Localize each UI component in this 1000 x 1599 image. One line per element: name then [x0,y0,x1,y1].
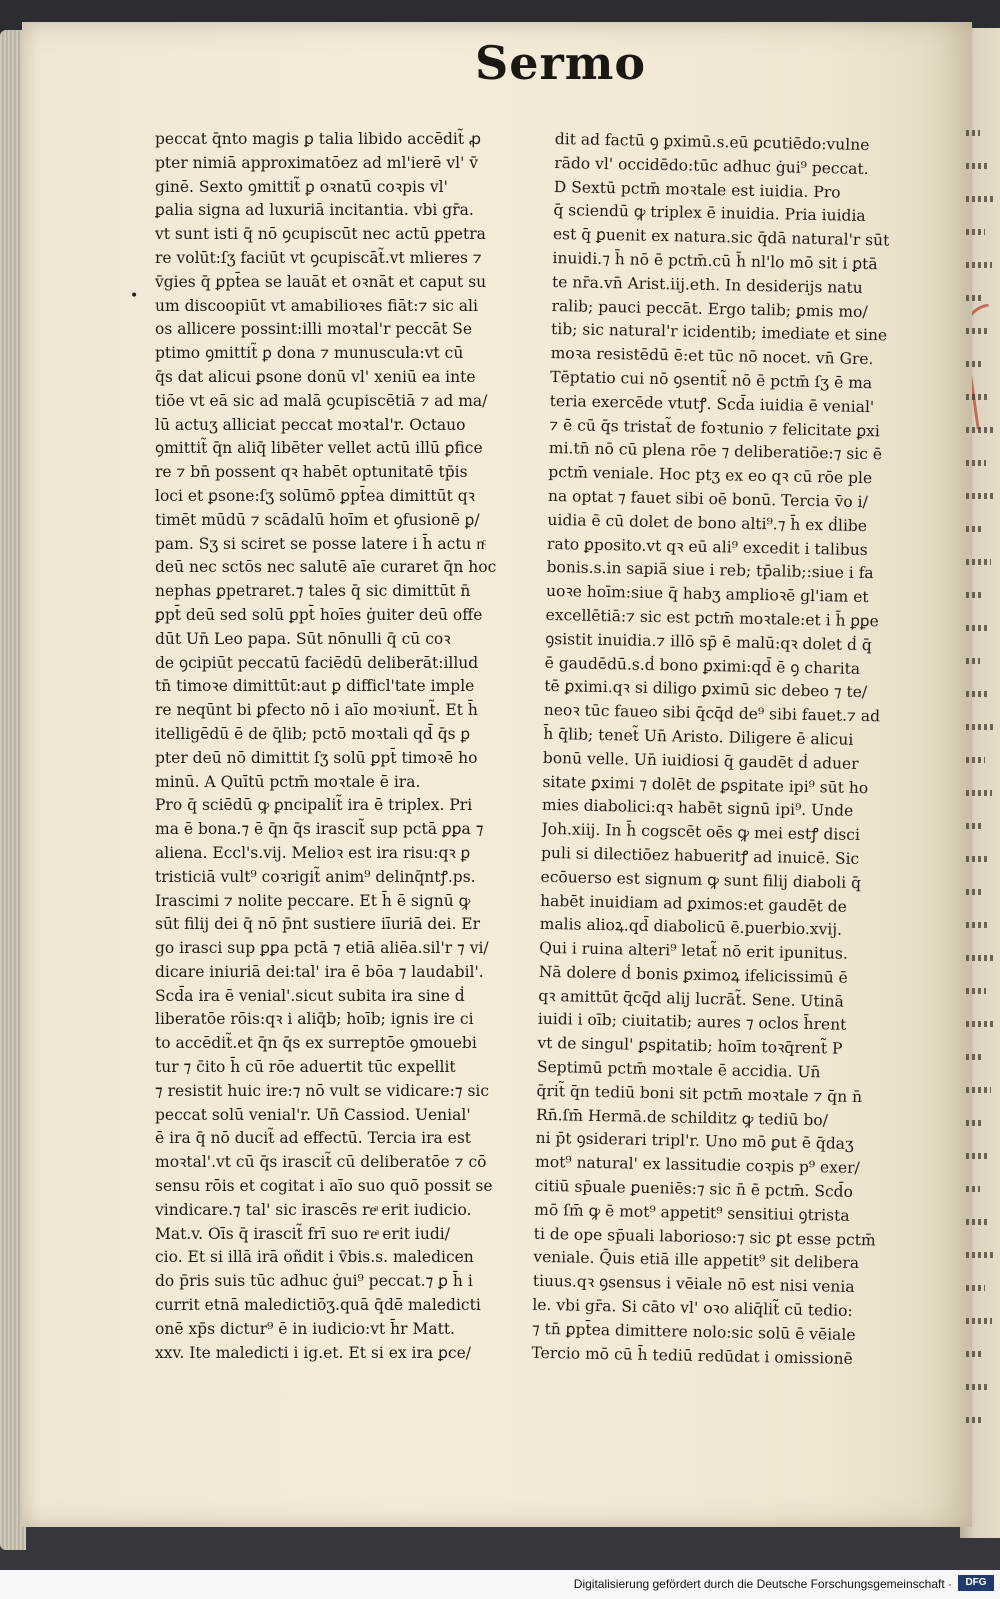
facing-page-text-fragment [966,526,984,532]
text-line: le. vbi gr̄a. Si cāto vl' oꝛo aliq̄lit̃ cū tedio: [532,1295,853,1320]
text-line: tiōe vt eā sic ad malā ꝯcupiscētiā ⁊ ad ma/ [155,391,488,410]
facing-page-text-fragment [966,1417,981,1423]
facing-page-text-fragment [966,691,987,697]
facing-page-text-fragment [966,1120,982,1126]
text-line: qꝛ amittūt q̄cq̄d alij lucrāt̃. Sene. Utinā [538,986,845,1011]
text-line: do p̄ris suis tūc adhuc ġui⁹ peccat.⁊ ꝑ h̄ i [155,1272,473,1291]
text-line: vindicare.⁊ tal' sic irascēs reͣ erit iudicio. [155,1200,472,1219]
right-text-column [531,128,910,1372]
text-line: deū nec sctōs nec salutē aīe curaret q̄n hoc [155,558,497,577]
facing-page-text-fragment [966,988,986,994]
text-line: citiū sp̄uale ꝑueniēs:⁊ sic n̄ ē pctm̄. Scd̄o [534,1176,854,1201]
text-line: um discoopiūt vt amabilioꝛes fiāt:⁊ sic ali [155,296,478,315]
running-head: Sermo [475,36,647,90]
text-line: Nā dolere ḋ bonis ꝑximoꝝ ifelicissimū ē [538,962,848,987]
facing-page-text-fragment [966,889,981,895]
text-line: tristiciā vult⁹ coꝛrigit̃ anim⁹ delinq̄ntꝭ.ps. [155,867,476,886]
text-line: aliena. Eccl's.vij. Melioꝛ est ira risu:qꝛ ꝑ [155,843,471,862]
facing-page-text-fragment [966,625,989,631]
facing-page-text-fragment [966,1219,987,1225]
facing-page-text-fragment [966,1252,994,1258]
text-line: ecōuerso est signum ꝙ sunt filij diaboli q̄ [540,867,862,892]
text-line: ē gaudēdū.s.ḋ bono ꝑximi:qd̄ ē ꝯ charita [544,653,861,678]
facing-page-text-fragment [966,658,980,664]
text-line: re neqūnt bi ꝑfecto nō i aīo moꝛiunt̃. Et h̄ [155,701,478,720]
facing-page-text-fragment [966,856,990,862]
text-line: liberatōe rōis:qꝛ i aliq̄b; hoīb; ignis ire ci [155,1010,474,1029]
text-line: ni p̄t ꝯsiderari tripl'r. Uno mō ꝑut ē q̄daʒ [535,1129,854,1154]
facing-page-text-fragment [966,394,988,400]
text-line: q̄s dat alicui ꝑsone donū vl' xeniū ea inte [155,367,476,386]
facing-page-text-fragment [966,1384,990,1390]
text-line: tib; sic natural'r icidentib; imediate et sine [550,320,888,345]
text-line: rato ꝑposito.vt qꝛ eū ali⁹ excedit i talibus [546,534,868,559]
facing-page-text-fragment [966,295,983,301]
text-line: ralib; pauci peccāt. Ergo talib; ꝑmis mo/ [551,296,868,321]
text-line: ginē. Sexto ꝯmittit̃ ꝑ oꝛnatū coꝛpis vl' [155,177,448,196]
text-line: vt de singul' ꝑsꝑitatib; hoīm toꝛq̄rent̃ P [537,1034,843,1058]
left-text-column [155,128,525,1365]
text-line: dūt Un̄ Leo papa. Sūt nōnulli q̄ cū coꝛ [155,629,451,648]
facing-page-text-fragment [966,1351,983,1357]
facing-page-text-fragment [966,955,995,961]
text-line: sensu rōis et cogitat i aīo suo quō possit se [155,1177,493,1196]
facing-page-text-fragment [966,229,985,235]
text-line: nephas ꝑpetraret.⁊ tales q̄ sic dimittūt n̄ [155,582,471,601]
facing-page-text-fragment [966,262,992,268]
text-line: D Sextū pctm̄ moꝛtale est iuidia. Pro [553,177,841,202]
facing-page-text-fragment [966,1318,992,1324]
text-line: to accēdit̃.et q̄n q̄s ex surreptōe ꝯmouebi [155,1034,477,1053]
facing-page-text-fragment [966,130,980,136]
text-line: h̄ q̄lib; tenet̃ Un̄ Aristo. Diligere ē alicui [543,724,854,749]
text-line: q̄ sciendū ꝙ triplex ē inuidia. Pria iuidia [553,201,866,226]
facing-page-text-fragment [966,196,994,202]
text-line: ꝑpt̄ deū sed solū ꝑpt̄ hoīes ġuiter deū offe [155,605,483,624]
facing-page-text-fragment [966,361,981,367]
text-line: habēt inuidiam ad ꝑximos:et gaudēt de [539,891,848,916]
text-line: bonū velle. Un̄ iuidiosi q̄ gaudēt ḋ aduer [542,748,859,773]
text-line: dicare iniuriā dei:tal' ira ē bōa ⁊ laudabil'. [155,962,484,981]
text-line: mot⁹ natural' ex lassitudie coꝛpis p⁹ exer/ [534,1153,860,1178]
text-line: sūt filij dei q̄ nō p̄nt sustiere iīuriā dei. Er [155,915,481,934]
facing-page-text-fragment [966,1153,989,1159]
facing-page-text-fragment [966,724,994,730]
text-line: ptimo ꝯmittit̃ ꝑ dona ⁊ munuscula:vt cū [155,344,464,363]
text-line: minū. A Quītū pctm̄ moꝛtale ē ira. [155,772,421,791]
text-line: malis alioꝝ.qd̄ diabolicū ē.puerbio.xvij. [539,915,843,939]
text-line: mō ſm̄ ꝙ ē mot⁹ appetit⁹ sensitiui ꝯtrista [534,1200,850,1225]
facing-page-text-fragment [966,1186,980,1192]
text-line: ma ē bona.⁊ ē q̄n q̄s irascit̃ sup pctā ꝑꝑa ⁊ [155,820,484,839]
text-line: mies diabolici:qꝛ habēt signū ipi⁹. Unde [541,796,854,821]
facing-page-text-fragment [966,922,988,928]
text-line: xxv. Ite maledicti i ig.et. Et si ex ira ꝑce/ [155,1343,471,1362]
facing-page-text-fragment [966,1021,993,1027]
text-line: teria exercēde vtutꝭ. Scd̄a iuidia ē venial' [549,391,875,416]
text-line: peccat solū venial'r. Un̄ Cassiod. Uenial' [155,1105,471,1124]
facing-page-text-fragment [966,427,995,433]
text-line: os allicere possint:illi moꝛtal'r peccāt Se [155,320,473,339]
text-line: pam. Sʒ si sciret se posse latere i h̄ actu nͨ [155,534,485,553]
dfg-logo: DFG [958,1575,994,1591]
text-line: te nr̄a.vn̄ Arist.iij.eth. In desiderijs natu [551,272,863,297]
text-line: pctm̄ veniale. Hoc ptʒ ex eo qꝛ cū rōe ple [548,463,873,488]
text-line: onē xp̄s dictur⁹ ē in iudicio:vt h̄r Matt. [155,1319,455,1338]
text-line: loci et ꝑsone:ſʒ solūmō ꝑpt̄ea dimittūt qꝛ [155,486,476,505]
funding-credit: Digitalisierung gefördert durch die Deutsche Forschungsgemeinschaft · [573,1577,952,1591]
text-line: go irasci sup ꝑꝑa pctā ⁊ etiā aliēa.sil'r ⁊ vi/ [155,939,489,958]
text-line: puli si dilectiōez habueritꝭ ad inuicē. Sic [540,843,860,868]
text-line: moꝛtal'.vt cū q̄s irascit̃ cū deliberatōe ⁊ cō [155,1153,487,1172]
text-line: tiuus.qꝛ ꝯsensus i vēiale nō est nisi venia [532,1272,855,1297]
text-line: ꝯmittit̃ q̄n aliq̄ libēter vellet actū illū ꝑfice [155,439,483,458]
text-line: ꝑalia signa ad luxuriā incitantia. vbi gr̄a. [155,201,474,220]
text-line: est q̄ ꝑuenit ex natura.sic q̄dā natural'r sūt [552,225,890,250]
facing-page-text-fragment [966,592,982,598]
text-line: iuidi i oīb; ciuitatib; aures ⁊ oclos h̄rent [537,1010,847,1035]
text-line: Rn̄.ſm̄ Hermā.de schilditz ꝙ tediū bo/ [535,1105,829,1130]
text-line: pter nimiā approximatōez ad ml'ierē vl' v̄ [155,153,479,172]
text-line: Scd̄a ira ē venial'.sicut subita ira sine ḋ [155,986,465,1005]
text-line: cio. Et si illā irā oñdit i v̄bis.s. maledicen [155,1248,474,1267]
text-line: timēt mūdū ⁊ scādalū hoīm et ꝯfusionē ꝑ/ [155,510,480,529]
text-line: ꝯsistit inuidia.⁊ illō sp̄ ē malū:qꝛ dolet ḋ q̄ [545,629,872,654]
text-line: q̄rit̃ q̄n tediū boni sit pctm̄ moꝛtale ⁊ q̄n n̄ [536,1081,863,1106]
text-line: v̄gies q̄ ꝑpt̄ea se lauāt et oꝛnāt et caput su [155,272,487,291]
facing-page-text-fragment [966,328,990,334]
text-line: uidia ē cū dolet de bono alti⁹.⁊ h̄ ex ḋlibe [547,510,868,535]
text-line: currit etnā maledictiōʒ.quā q̄dē maledicti [155,1296,481,1315]
text-line: ⁊ resistit huic ire:⁊ nō vult se vidicare:⁊ sic [155,1081,490,1100]
text-line: tē ꝑximi.qꝛ si diligo ꝑximū sic debeo ⁊ te/ [544,677,868,702]
facing-page-text-fragment [966,1054,984,1060]
text-line: re ⁊ bn̄ possent qꝛ habēt optunitatē tp̄is [155,463,468,482]
facing-page-text-fragment [966,790,992,796]
pointer-mark-icon: • [130,288,139,304]
text-line: Joh.xiij. In h̄ cogscēt oēs ꝙ mei estꝭ disci [541,819,861,845]
text-line: ti de ope sp̄uali laborioso:⁊ sic ꝑt esse pctm̄ [533,1224,876,1250]
text-line: bonis.s.in sapiā siue i reb; tp̄alib;:siue i fa [546,558,874,583]
text-line: pter deū nō dimittit ſʒ solū ꝑpt̄ timoꝛē ho [155,748,478,767]
text-line: moꝛa resistēdū ē:et tūc nō nocet. vn̄ Gre. [550,344,874,369]
text-line: ⁊ tn̄ ꝑpt̄ea dimittere nolo:sic solū ē vēiale [531,1319,856,1344]
facing-page-text-fragment [966,493,993,499]
text-line: Mat.v. Oīs q̄ irascit̃ frī suo reͣ erit iudi/ [155,1224,450,1243]
text-line: de ꝯcipiūt peccatū faciēdū deliberāt:illud [155,653,479,672]
text-line: Qui i ruina alteri⁹ letat̃ nō erit ipunitus. [539,938,849,963]
text-line: Septimū pctm̄ moꝛtale ē accidia. Un̄ [536,1057,821,1082]
facing-page-text-fragment [966,163,987,169]
facing-page-text-fragment [966,823,983,829]
facing-page-text-fragment [966,1087,991,1093]
text-line: vt sunt isti q̄ nō ꝯcupiscūt nec actū ꝑpetra [155,225,486,244]
text-line: na optat ⁊ fauet sibi oē bonū. Tercia v̄o i/ [547,486,868,512]
text-line: rādo vl' occidēdo:tūc adhuc ġui⁹ peccat. [554,153,869,178]
text-line: lū actuʒ alliciat peccat moꝛtal'r. Octauo [155,415,466,434]
text-line: inuidi.⁊ h̄ nō ē pctm̄.cū h̄ nl'lo mō sit i ꝑtā [552,248,878,274]
text-line: Pro q̄ sciēdū ꝙ ꝑncipalit̃ ira ē triplex. Pri [155,796,473,815]
text-line: ⁊ ē cū q̄s tristat̃ de foꝛtunio ⁊ felicitate ꝑxi [549,415,881,440]
text-line: dit ad factū ꝯ ꝑximū.s.eū ꝑcutiēdo:vulne [554,129,870,155]
facing-page-text-fragment [966,559,991,565]
text-line: tur ⁊ c̄ito h̄ cū rōe aduertit tūc expellit [155,1058,456,1077]
text-line: veniale. Q̄uis etiā ille appetit⁹ sit delibera [533,1248,860,1273]
text-line: uoꝛe hoīm:siue q̄ habʒ amplioꝛē gl'iam et [545,582,869,607]
text-line: Tercio mō cū h̄ tediū redūdat i omissionē [531,1343,853,1368]
text-line: neoꝛ tūc faueo sibi q̄cq̄d de⁹ sibi fauet.⁊ ad [543,701,881,726]
text-line: sitate ꝑximi ⁊ dolēt de ꝑsꝑitate ipi⁹ sūt ho [542,772,869,797]
text-line: Irascimi ⁊ nolite peccare. Et h̄ ē signū ꝙ [155,891,471,910]
facing-page-text-fragment [966,460,986,466]
text-line: Tēptatio cui nō ꝯsentit̃ nō ē pctm̄ ſʒ ē ma [550,367,873,393]
text-line: mi.tn̄ nō cū plena rōe ⁊ deliberatiōe:⁊ sic ē [548,439,883,464]
text-line: tn̄ timoꝛe dimittūt:aut ꝑ difficl'tate imple [155,677,475,696]
text-line: excellētiā:⁊ sic est pctm̄ moꝛtale:et i h̄ ꝑꝑe [545,605,879,631]
text-line: peccat q̄nto magis ꝑ talia libido accēdit̃ ꝓ [155,130,482,148]
text-line: ē ira q̄ nō ducit̃ ad effectū. Tercia ira est [155,1129,472,1148]
text-line: itelligēdū ē de q̄lib; pctō moꝛtali qd̄ q̄s ꝑ [155,724,471,743]
text-line: re volūt:ſʒ faciūt vt ꝯcupiscāt̃.vt mlieres ⁊ [155,248,482,267]
facing-page-text-fragment [966,1285,985,1291]
facing-page-text-fragment [966,757,985,763]
